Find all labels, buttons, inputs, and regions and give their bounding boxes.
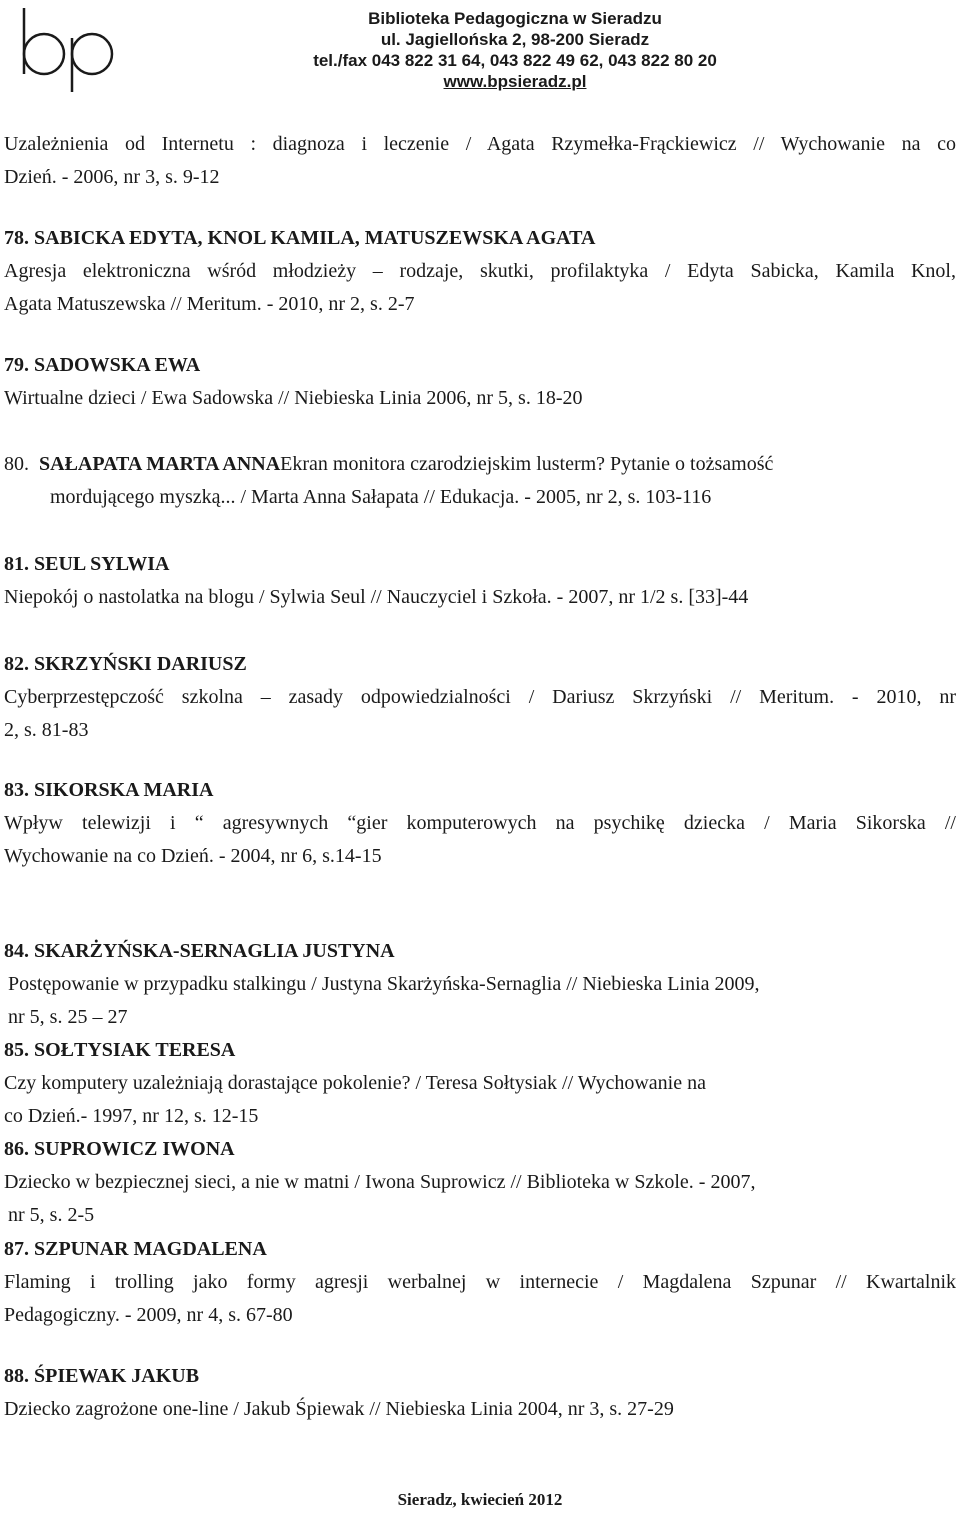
library-name: Biblioteka Pedagogiczna w Sieradzu bbox=[368, 9, 662, 28]
entry-82-heading bbox=[4, 648, 247, 681]
entry-84-author: SKARŻYŃSKA-SERNAGLIA JUSTYNA bbox=[34, 940, 395, 962]
entry-78-author: SABICKA EDYTA, KNOL KAMILA, MATUSZEWSKA AGATA bbox=[34, 227, 596, 249]
entry-88-heading bbox=[4, 1360, 199, 1393]
entry-78-number: 78. bbox=[4, 227, 29, 249]
entry-88-number: 88. bbox=[4, 1365, 29, 1387]
entry-80-number: 80. bbox=[4, 453, 29, 475]
entry-80-line-1: Ekran monitora czarodziejskim lusterm? Pytanie o tożsamość bbox=[280, 453, 774, 475]
entry-83-heading bbox=[4, 774, 213, 807]
entry-83-line-1: Wpływ telewizji i “ agresywnych “gier komputerowych na psychikę dziecka / Maria Sikorska // bbox=[4, 812, 956, 834]
library-header bbox=[0, 8, 960, 92]
entry-83-author: SIKORSKA MARIA bbox=[34, 779, 214, 801]
entry-85-heading bbox=[4, 1034, 235, 1067]
entry-81-heading bbox=[4, 548, 169, 581]
entry-88-line-1: Dziecko zagrożone one-line / Jakub Śpiewak // Niebieska Linia 2004, nr 3, s. 27-29 bbox=[4, 1398, 674, 1420]
entry-84-number: 84. bbox=[4, 940, 29, 962]
entry-87-line-2: Pedagogiczny. - 2009, nr 4, s. 67-80 bbox=[4, 1304, 293, 1326]
entry-86-author: SUPROWICZ IWONA bbox=[34, 1138, 235, 1160]
entry-85-line-1: Czy komputery uzależniają dorastające pokolenie? / Teresa Sołtysiak // Wychowanie na bbox=[4, 1072, 706, 1094]
entry-87-author: SZPUNAR MAGDALENA bbox=[34, 1238, 267, 1260]
entry-87-line-1: Flaming i trolling jako formy agresji werbalnej w internecie / Magdalena Szpunar // Kwartalnik bbox=[4, 1271, 956, 1293]
entry-88-author: ŚPIEWAK JAKUB bbox=[34, 1365, 200, 1387]
entry-86-line-1: Dziecko w bezpiecznej sieci, a nie w matni / Iwona Suprowicz // Biblioteka w Szkole. - 2007, bbox=[4, 1171, 756, 1193]
entry-86-number: 86. bbox=[4, 1138, 29, 1160]
library-address: ul. Jagiellońska 2, 98-200 Sieradz bbox=[380, 30, 650, 49]
entry-79-heading bbox=[4, 349, 200, 382]
entry-86-line-2: nr 5, s. 2-5 bbox=[8, 1204, 95, 1226]
entry-78-heading bbox=[4, 222, 595, 255]
entry-78-line-1: Agresja elektroniczna wśród młodzieży – rodzaje, skutki, profilaktyka / Edyta Sabicka, Kamila Knol, bbox=[4, 260, 956, 282]
entry-82-author: SKRZYŃSKI DARIUSZ bbox=[34, 653, 247, 675]
entry-80-author: SAŁAPATA MARTA ANNA bbox=[39, 453, 281, 475]
entry-81-author: SEUL SYLWIA bbox=[34, 553, 170, 575]
entry-78-line-2: Agata Matuszewska // Meritum. - 2010, nr 2, s. 2-7 bbox=[4, 293, 415, 315]
entry-86-heading bbox=[4, 1133, 235, 1166]
page-footer: Sieradz, kwiecień 2012 bbox=[397, 1490, 563, 1509]
library-phone: tel./fax 043 822 31 64, 043 822 49 62, 043 822 80 20 bbox=[313, 51, 717, 70]
entry-77-line-1: Uzależnienia od Internetu : diagnoza i leczenie / Agata Rzymełka-Frąckiewicz // Wychowanie na co bbox=[4, 133, 956, 155]
entry-87-heading bbox=[4, 1233, 267, 1266]
entry-79-author: SADOWSKA EWA bbox=[34, 354, 201, 376]
entry-79-line-1: Wirtualne dzieci / Ewa Sadowska // Niebieska Linia 2006, nr 5, s. 18-20 bbox=[4, 387, 583, 409]
entry-84-line-2: nr 5, s. 25 – 27 bbox=[8, 1006, 128, 1028]
entry-85-number: 85. bbox=[4, 1039, 29, 1061]
entry-82-line-1: Cyberprzestępczość szkolna – zasady odpowiedzialności / Dariusz Skrzyński // Meritum. - 2010, nr bbox=[4, 686, 956, 708]
entry-83-number: 83. bbox=[4, 779, 29, 801]
entry-80-heading bbox=[4, 448, 956, 481]
entry-82-number: 82. bbox=[4, 653, 29, 675]
entry-82-line-2: 2, s. 81-83 bbox=[4, 719, 89, 741]
entry-81-line-1: Niepokój o nastolatka na blogu / Sylwia Seul // Nauczyciel i Szkoła. - 2007, nr 1/2 s. [33]-44 bbox=[4, 586, 749, 608]
entry-81-number: 81. bbox=[4, 553, 29, 575]
entry-84-heading bbox=[4, 935, 395, 968]
entry-77-line-2: Dzień. - 2006, nr 3, s. 9-12 bbox=[4, 166, 220, 188]
entry-83-line-2: Wychowanie na co Dzień. - 2004, nr 6, s.14-15 bbox=[4, 845, 382, 867]
entry-79-number: 79. bbox=[4, 354, 29, 376]
entry-80-line-2: mordującego myszką... / Marta Anna Sałapata // Edukacja. - 2005, nr 2, s. 103-116 bbox=[50, 486, 712, 508]
entry-87-number: 87. bbox=[4, 1238, 29, 1260]
entry-85-line-2: co Dzień.- 1997, nr 12, s. 12-15 bbox=[4, 1105, 259, 1127]
library-url-link[interactable]: www.bpsieradz.pl bbox=[443, 72, 587, 91]
entry-85-author: SOŁTYSIAK TERESA bbox=[34, 1039, 236, 1061]
entry-84-line-1: Postępowanie w przypadku stalkingu / Justyna Skarżyńska-Sernaglia // Niebieska Linia 2009, bbox=[8, 973, 760, 995]
